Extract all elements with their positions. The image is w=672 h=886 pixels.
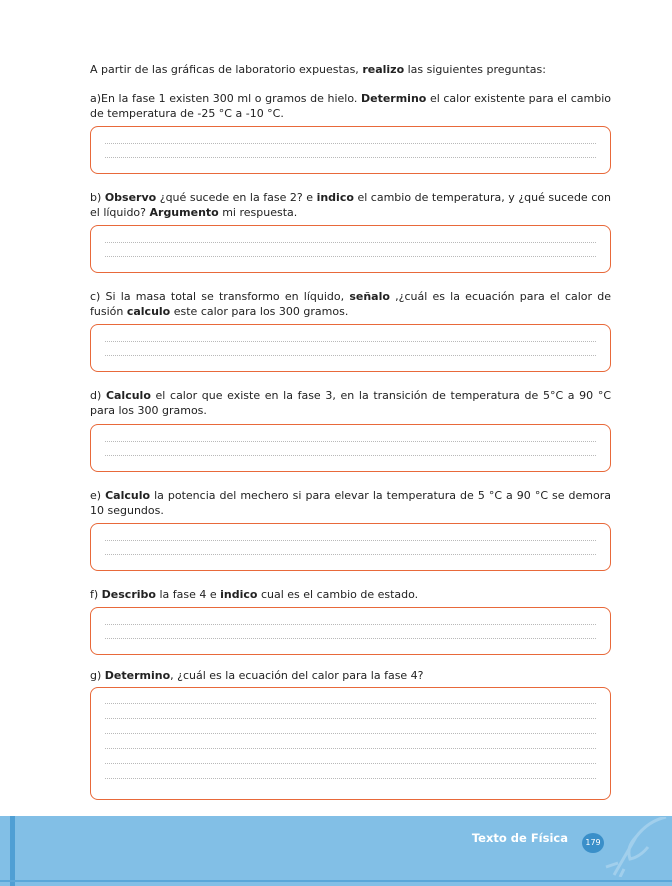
answer-box-c[interactable]	[90, 324, 611, 372]
page-number: 179	[582, 833, 604, 853]
keyword-text: realizo	[362, 63, 405, 76]
text-segment: c) Si la masa total se transformo en líquido,	[90, 290, 350, 303]
text-segment: A partir de las gráficas de laboratorio expuestas,	[90, 63, 363, 76]
text-segment: b)	[90, 191, 105, 204]
question-c	[90, 289, 611, 319]
question-f	[90, 587, 611, 602]
answer-box-d[interactable]	[90, 424, 611, 472]
answer-box-g[interactable]	[90, 687, 611, 800]
keyword-text: Observo	[104, 191, 157, 204]
keyword-text: Calculo	[105, 489, 151, 502]
page-footer	[0, 816, 672, 886]
question-e	[90, 488, 611, 518]
text-segment: ,¿cuál es la ecuación para el calor de fusión	[90, 290, 611, 318]
text-segment: las siguientes preguntas:	[404, 63, 546, 76]
text-segment: a)En la fase 1 existen 300 ml o gramos de hielo.	[90, 92, 361, 105]
question-b	[90, 190, 611, 220]
text-segment: mi respuesta.	[218, 206, 298, 219]
text-segment: cual es el cambio de estado.	[257, 588, 419, 601]
question-d	[90, 388, 611, 418]
answer-box-e[interactable]	[90, 523, 611, 571]
text-segment: la fase 4 e	[155, 588, 221, 601]
text-segment: d)	[90, 389, 106, 402]
keyword-text: indico	[316, 191, 354, 204]
answer-box-f[interactable]	[90, 607, 611, 655]
keyword-text: Determino	[104, 669, 171, 682]
question-g	[90, 668, 611, 683]
keyword-text: calculo	[126, 305, 171, 318]
keyword-text: señalo	[349, 290, 390, 303]
rocket-icon	[596, 817, 672, 877]
text-segment: el cambio de temperatura, y ¿qué sucede con el líquido?	[90, 191, 611, 219]
text-segment: este calor para los 300 gramos.	[170, 305, 349, 318]
answer-box-a[interactable]	[90, 126, 611, 174]
footer-title: Texto de Física	[471, 831, 568, 845]
text-segment: el calor existente para el cambio de temperatura de -25 °C a -10 °C.	[90, 92, 611, 120]
keyword-text: Calculo	[105, 389, 151, 402]
text-segment: e)	[90, 489, 106, 502]
keyword-text: indico	[220, 588, 258, 601]
text-segment: ¿qué sucede en la fase 2? e	[156, 191, 317, 204]
footer-line	[0, 880, 672, 882]
question-a	[90, 91, 611, 121]
text-segment: , ¿cuál es la ecuación del calor para la fase 4?	[170, 669, 424, 682]
answer-box-b[interactable]	[90, 225, 611, 273]
keyword-text: Describo	[101, 588, 156, 601]
text-segment: la potencia del mechero si para elevar la temperatura de 5 °C a 90 °C se demora 10 segundos.	[90, 489, 612, 517]
text-segment: el calor que existe en la fase 3, en la transición de temperatura de 5°C a 90 °C para los 300 gramos.	[90, 389, 611, 417]
intro-text	[90, 62, 611, 77]
keyword-text: Argumento	[149, 206, 219, 219]
text-segment: g)	[90, 669, 105, 682]
text-segment: f)	[90, 588, 102, 601]
footer-strip	[10, 816, 15, 886]
keyword-text: Determino	[360, 92, 427, 105]
